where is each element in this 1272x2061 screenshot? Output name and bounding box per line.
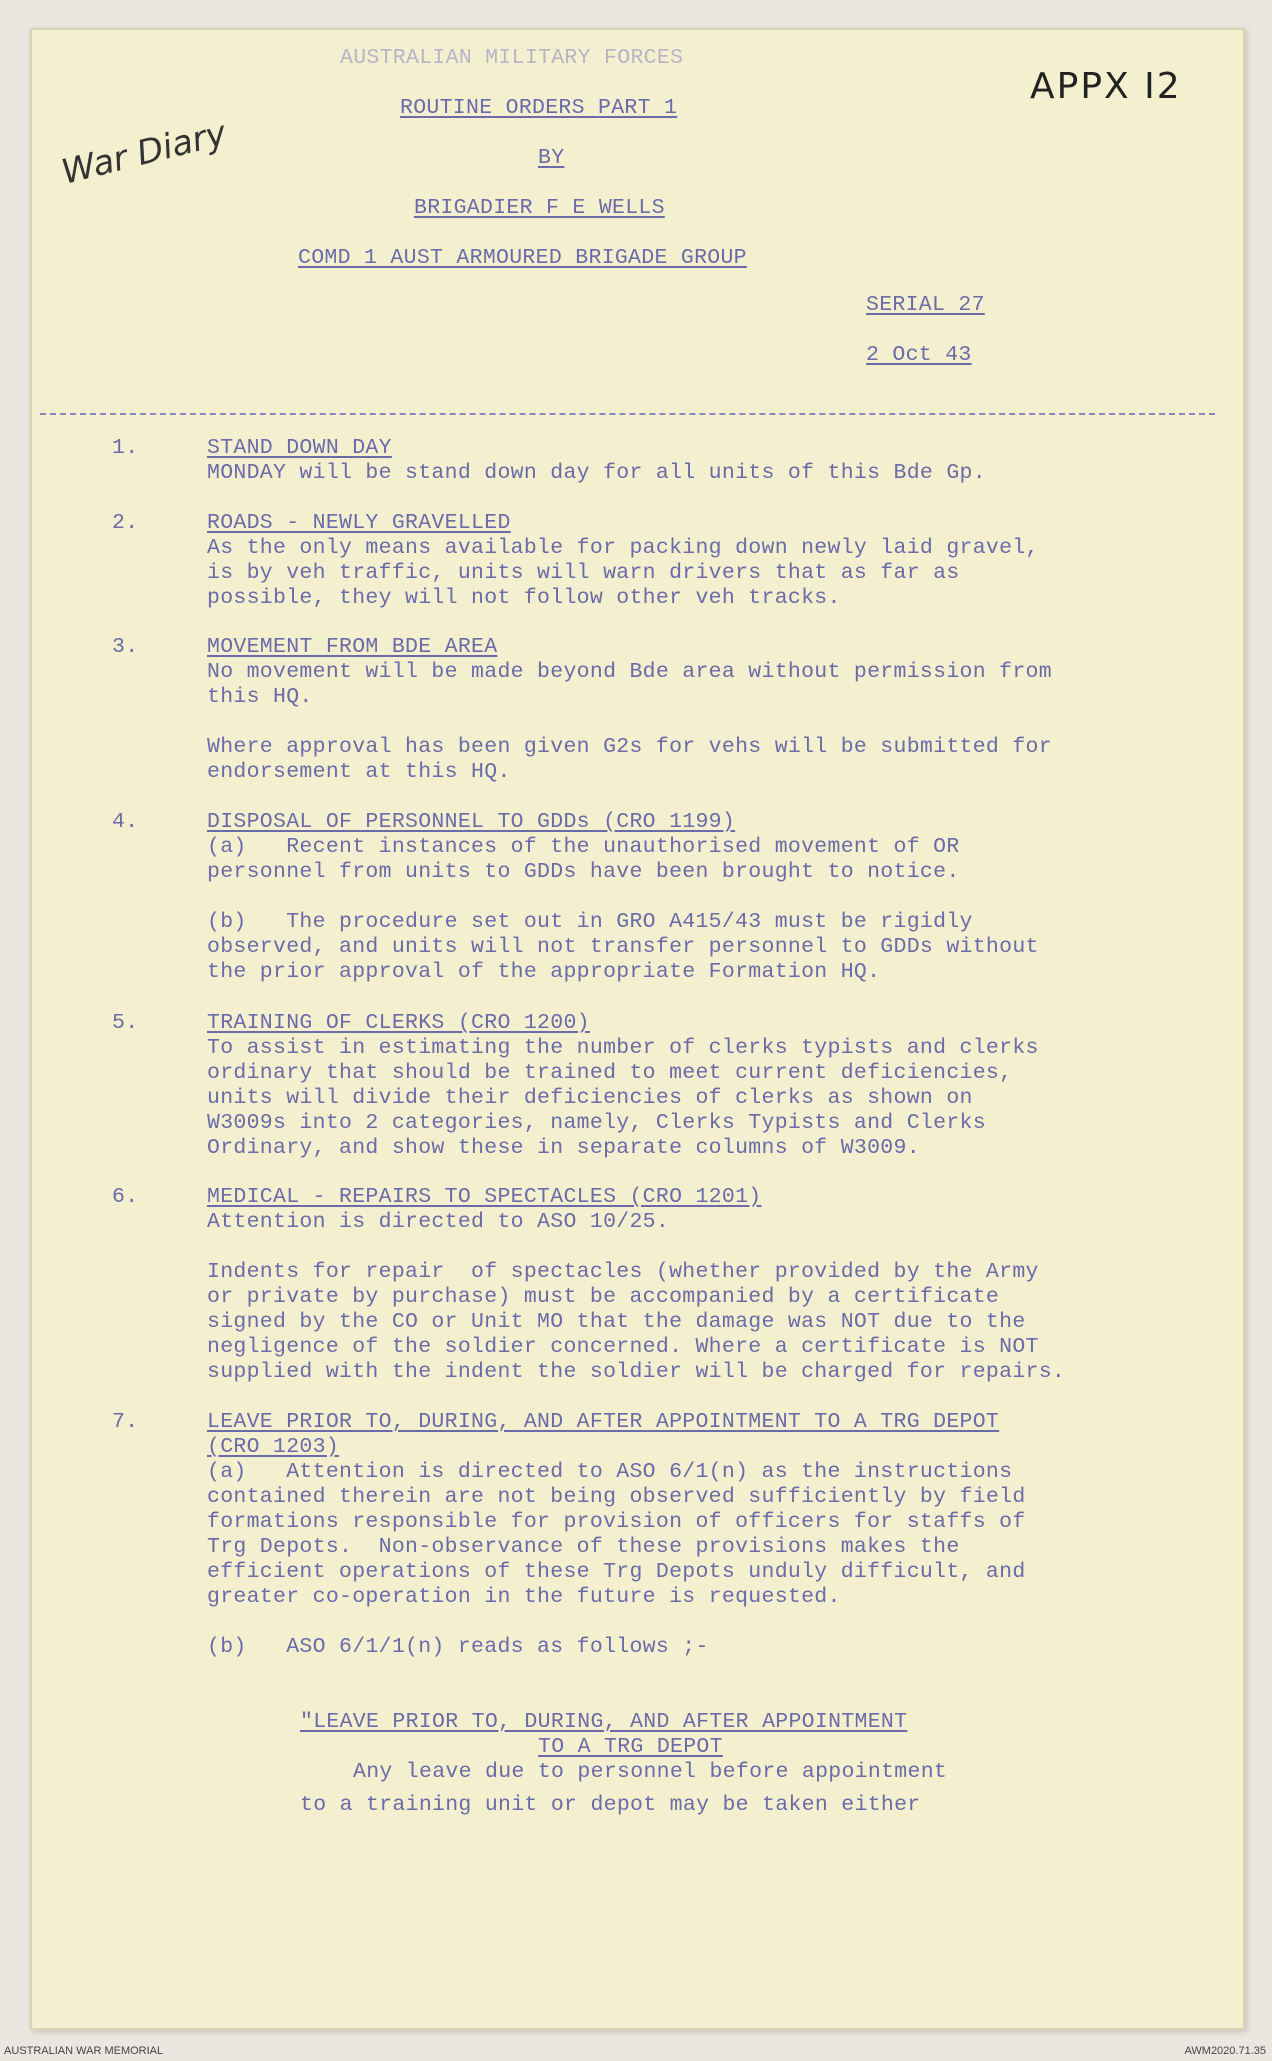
item-line: efficient operations of these Trg Depots unduly difficult, and [207, 1560, 1026, 1584]
document-title: ROUTINE ORDERS PART 1 [400, 96, 678, 120]
order-item-6 [207, 1185, 1207, 1385]
item-line: To assist in estimating the number of clerks typists and clerks [207, 1036, 1039, 1060]
item-line: personnel from units to GDDs have been brought to notice. [207, 860, 960, 884]
divider-rule [40, 413, 1215, 415]
item-title: ROADS - NEWLY GRAVELLED [207, 511, 511, 535]
order-item-3 [207, 635, 1207, 785]
command-line: COMD 1 AUST ARMOURED BRIGADE GROUP [298, 246, 747, 270]
item-number: 1. [112, 436, 139, 460]
item-line: ordinary that should be trained to meet current deficiencies, [207, 1061, 1013, 1085]
item-line: the prior approval of the appropriate Formation HQ. [207, 960, 881, 984]
item-line: Trg Depots. Non-observance of these provisions makes the [207, 1535, 960, 1559]
item-line: possible, they will not follow other veh tracks. [207, 586, 841, 610]
quote-line: to a training unit or depot may be taken either [300, 1793, 921, 1817]
order-item-5 [207, 1011, 1207, 1161]
serial-number: SERIAL 27 [866, 293, 985, 317]
footer-source: AUSTRALIAN WAR MEMORIAL [4, 2045, 164, 2057]
item-line: negligence of the soldier concerned. Where a certificate is NOT [207, 1335, 1039, 1359]
item-line: units will divide their deficiencies of clerks as shown on [207, 1086, 973, 1110]
item-line: this HQ. [207, 685, 313, 709]
item-line: signed by the CO or Unit MO that the damage was NOT due to the [207, 1310, 1026, 1334]
item-number: 4. [112, 810, 139, 834]
item-line: No movement will be made beyond Bde area without permission from [207, 660, 1052, 684]
item-line: Where approval has been given G2s for vehs will be submitted for [207, 735, 1052, 759]
order-item-1 [207, 436, 1207, 486]
item-title-continued: (CRO 1203) [207, 1435, 340, 1459]
order-item-4 [207, 810, 1207, 985]
item-line: supplied with the indent the soldier will be charged for repairs. [207, 1360, 1066, 1384]
document-page [30, 28, 1245, 2030]
item-line: Indents for repair of spectacles (whether provided by the Army [207, 1260, 1039, 1284]
item-line: greater co-operation in the future is requested. [207, 1585, 841, 1609]
item-number: 6. [112, 1185, 139, 1209]
item-title: MOVEMENT FROM BDE AREA [207, 635, 498, 659]
item-line: W3009s into 2 categories, namely, Clerks Typists and Clerks [207, 1111, 986, 1135]
footer-reference: AWM2020.71.35 [1184, 2045, 1266, 2057]
handwritten-appendix-ref: APPX I2 [1030, 66, 1182, 107]
item-line: As the only means available for packing down newly laid gravel, [207, 536, 1039, 560]
item-line: Attention is directed to ASO 10/25. [207, 1210, 670, 1234]
item-line: (b) The procedure set out in GRO A415/43 must be rigidly [207, 910, 973, 934]
item-title: LEAVE PRIOR TO, DURING, AND AFTER APPOINTMENT TO A TRG DEPOT [207, 1410, 1000, 1434]
item-title: TRAINING OF CLERKS (CRO 1200) [207, 1011, 590, 1035]
quote-title: "LEAVE PRIOR TO, DURING, AND AFTER APPOINTMENT [300, 1710, 908, 1734]
item-line: MONDAY will be stand down day for all units of this Bde Gp. [207, 461, 986, 485]
item-title: DISPOSAL OF PERSONNEL TO GDDs (CRO 1199) [207, 810, 736, 834]
item-line: or private by purchase) must be accompanied by a certificate [207, 1285, 1000, 1309]
item-line: (b) ASO 6/1/1(n) reads as follows ;- [207, 1635, 709, 1659]
item-number: 5. [112, 1011, 139, 1035]
item-line: Ordinary, and show these in separate columns of W3009. [207, 1136, 920, 1160]
document-date: 2 Oct 43 [866, 343, 972, 367]
by-line: BY [538, 146, 565, 170]
item-number: 2. [112, 511, 139, 535]
item-title: MEDICAL - REPAIRS TO SPECTACLES (CRO 1201) [207, 1185, 762, 1209]
item-line: (a) Recent instances of the unauthorised movement of OR [207, 835, 960, 859]
item-line: observed, and units will not transfer personnel to GDDs without [207, 935, 1039, 959]
item-number: 3. [112, 635, 139, 659]
quote-line: Any leave due to personnel before appointment [353, 1760, 948, 1784]
quote-title-continued: TO A TRG DEPOT [538, 1735, 723, 1759]
item-line: contained therein are not being observed sufficiently by field [207, 1485, 1026, 1509]
brigadier-name: BRIGADIER F E WELLS [414, 196, 665, 220]
item-title: STAND DOWN DAY [207, 436, 392, 460]
item-line: (a) Attention is directed to ASO 6/1(n) as the instructions [207, 1460, 1013, 1484]
order-item-7 [207, 1410, 1207, 1660]
item-line: is by veh traffic, units will warn drivers that as far as [207, 561, 960, 585]
faded-header-line: AUSTRALIAN MILITARY FORCES [340, 46, 684, 70]
order-item-2 [207, 511, 1207, 611]
item-line: formations responsible for provision of officers for staffs of [207, 1510, 1026, 1534]
handwritten-war-diary: War Diary [57, 113, 231, 193]
item-number: 7. [112, 1410, 139, 1434]
item-line: endorsement at this HQ. [207, 760, 511, 784]
